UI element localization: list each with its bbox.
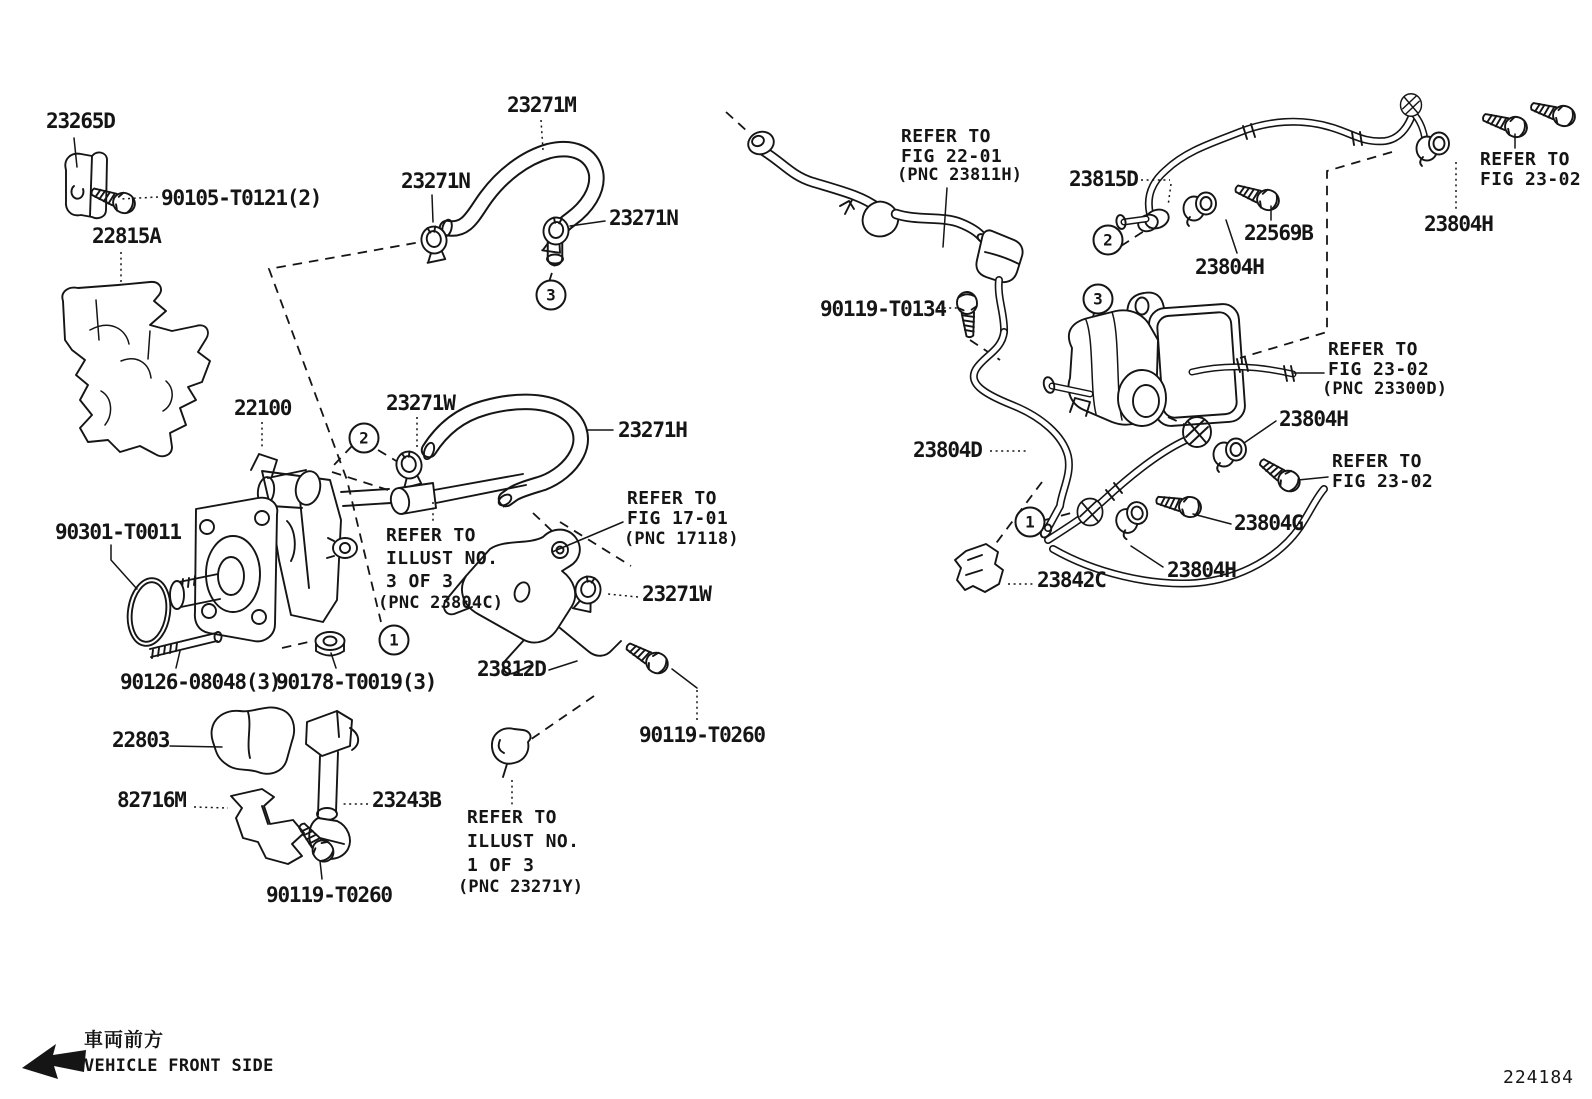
bolt-90119-t0134-drawing <box>956 291 980 338</box>
label-90119-t0260-1: 90119-T0260 <box>266 883 392 907</box>
label-23812d: 23812D <box>477 657 546 681</box>
bolt-fig23-02-top-2-drawing <box>1528 96 1577 128</box>
note-fig23-mid-line3: (PNC 23300D) <box>1322 379 1448 399</box>
note-fig17-line1: REFER TO <box>627 488 717 509</box>
bracket-23265d-drawing <box>65 152 107 218</box>
label-90126-08048: 90126-08048(3) <box>120 670 281 694</box>
label-90301-t0011: 90301-T0011 <box>55 520 181 544</box>
clip-23842c-drawing <box>955 544 1003 592</box>
note-fig22-line2: FIG 22-01 <box>901 146 1003 167</box>
label-90119-t0260-2: 90119-T0260 <box>639 723 765 747</box>
label-23804h-3: 23804H <box>1279 407 1348 431</box>
bolt-fig23-02-mid-drawing <box>1255 453 1304 495</box>
union-pipe-end-drawing <box>1183 417 1211 447</box>
union-23815d-end-drawing <box>1401 94 1422 117</box>
insulator-22815a-drawing <box>62 282 210 456</box>
callout-1-left: 1 <box>379 625 410 656</box>
vehicle-front-label-jp: 車両前方 <box>84 1029 165 1051</box>
label-22803: 22803 <box>112 728 170 752</box>
bracket-82716m-drawing <box>231 789 304 864</box>
pipe-23815d-drawing <box>1115 113 1425 234</box>
label-23804g: 23804G <box>1234 511 1303 535</box>
hook-23271y-drawing <box>492 728 531 777</box>
vehicle-front-arrow-icon <box>22 1044 86 1079</box>
clamp-23804h-2-drawing <box>1417 133 1450 167</box>
pump-22100-drawing <box>170 454 391 641</box>
figure-number: 224184 <box>1503 1067 1575 1088</box>
note-illust1-line2: ILLUST NO. <box>467 831 580 852</box>
note-fig23-low-line2: FIG 23-02 <box>1332 471 1434 492</box>
callout-3-right: 3 <box>1083 284 1114 315</box>
callout-2-left: 2 <box>349 423 380 454</box>
label-23271w-2: 23271W <box>642 582 711 606</box>
label-23271n-2: 23271N <box>609 206 678 230</box>
nut-90178-drawing <box>316 632 345 656</box>
callout-2-right: 2 <box>1093 225 1124 256</box>
note-fig23-low-line1: REFER TO <box>1332 451 1422 472</box>
note-fig23-mid-line2: FIG 23-02 <box>1328 359 1430 380</box>
label-90178-t0019: 90178-T0019(3) <box>276 670 437 694</box>
label-22815a: 22815A <box>92 224 161 248</box>
damper-22803-drawing <box>212 707 295 773</box>
bolt-90119-t0260-mid-drawing <box>622 637 671 677</box>
label-23271h: 23271H <box>618 418 687 442</box>
note-fig22-line3: (PNC 23811H) <box>897 165 1023 185</box>
note-illust3-line2: ILLUST NO. <box>386 548 499 569</box>
note-illust3-line1: REFER TO <box>386 525 476 546</box>
bolt-22569b-drawing <box>1232 179 1281 213</box>
label-23243b: 23243B <box>372 788 441 812</box>
note-illust3-line4: (PNC 23804C) <box>378 593 504 613</box>
note-fig17-line3: (PNC 17118) <box>624 529 739 549</box>
label-23842c: 23842C <box>1037 568 1106 592</box>
clamp-23804h-4-drawing <box>1113 500 1153 541</box>
label-23804d: 23804D <box>913 438 982 462</box>
hose-23271h-drawing <box>422 402 581 508</box>
note-fig17-line2: FIG 17-01 <box>627 508 729 529</box>
label-90105-t0121: 90105-T0121(2) <box>161 186 322 210</box>
label-82716m: 82716M <box>117 788 186 812</box>
clamp-23271w-top-drawing <box>393 449 426 489</box>
vehicle-front-label-en: VEHICLE FRONT SIDE <box>84 1056 274 1076</box>
note-illust1-line4: (PNC 23271Y) <box>458 877 584 897</box>
note-fig22-line1: REFER TO <box>901 126 991 147</box>
label-23271w-1: 23271W <box>386 391 455 415</box>
note-illust1-line3: 1 OF 3 <box>467 855 535 876</box>
clamp-23804h-3-drawing <box>1214 439 1247 473</box>
note-illust1-line1: REFER TO <box>467 807 557 828</box>
union-circle1-drawing <box>1077 499 1102 526</box>
label-90119-t0134: 90119-T0134 <box>820 297 946 321</box>
label-23265d: 23265D <box>46 109 115 133</box>
note-fig23-mid-line1: REFER TO <box>1328 339 1418 360</box>
bolt-fig23-02-top-1-drawing <box>1480 107 1529 139</box>
label-23804h-2: 23804H <box>1424 212 1493 236</box>
callout-1-right: 1 <box>1015 507 1046 538</box>
o-ring-90301-drawing <box>123 575 174 648</box>
label-23804h-4: 23804H <box>1167 558 1236 582</box>
callout-3-left: 3 <box>536 280 567 311</box>
note-illust3-line3: 3 OF 3 <box>386 571 454 592</box>
note-fig23-tr-line1: REFER TO <box>1480 149 1570 170</box>
label-22100: 22100 <box>234 396 292 420</box>
hose-23271m-drawing <box>441 149 597 263</box>
label-23271n-1: 23271N <box>401 169 470 193</box>
note-fig23-tr-line2: FIG 23-02 <box>1480 169 1582 190</box>
label-23804h-1: 23804H <box>1195 255 1264 279</box>
label-23271m: 23271M <box>507 93 576 117</box>
pump-right-23300d-drawing <box>1042 293 1294 427</box>
label-22569b: 22569B <box>1244 221 1313 245</box>
label-23815d: 23815D <box>1069 167 1138 191</box>
clamp-23804h-1-drawing <box>1184 193 1217 227</box>
connector-23811h-drawing <box>976 230 1022 332</box>
